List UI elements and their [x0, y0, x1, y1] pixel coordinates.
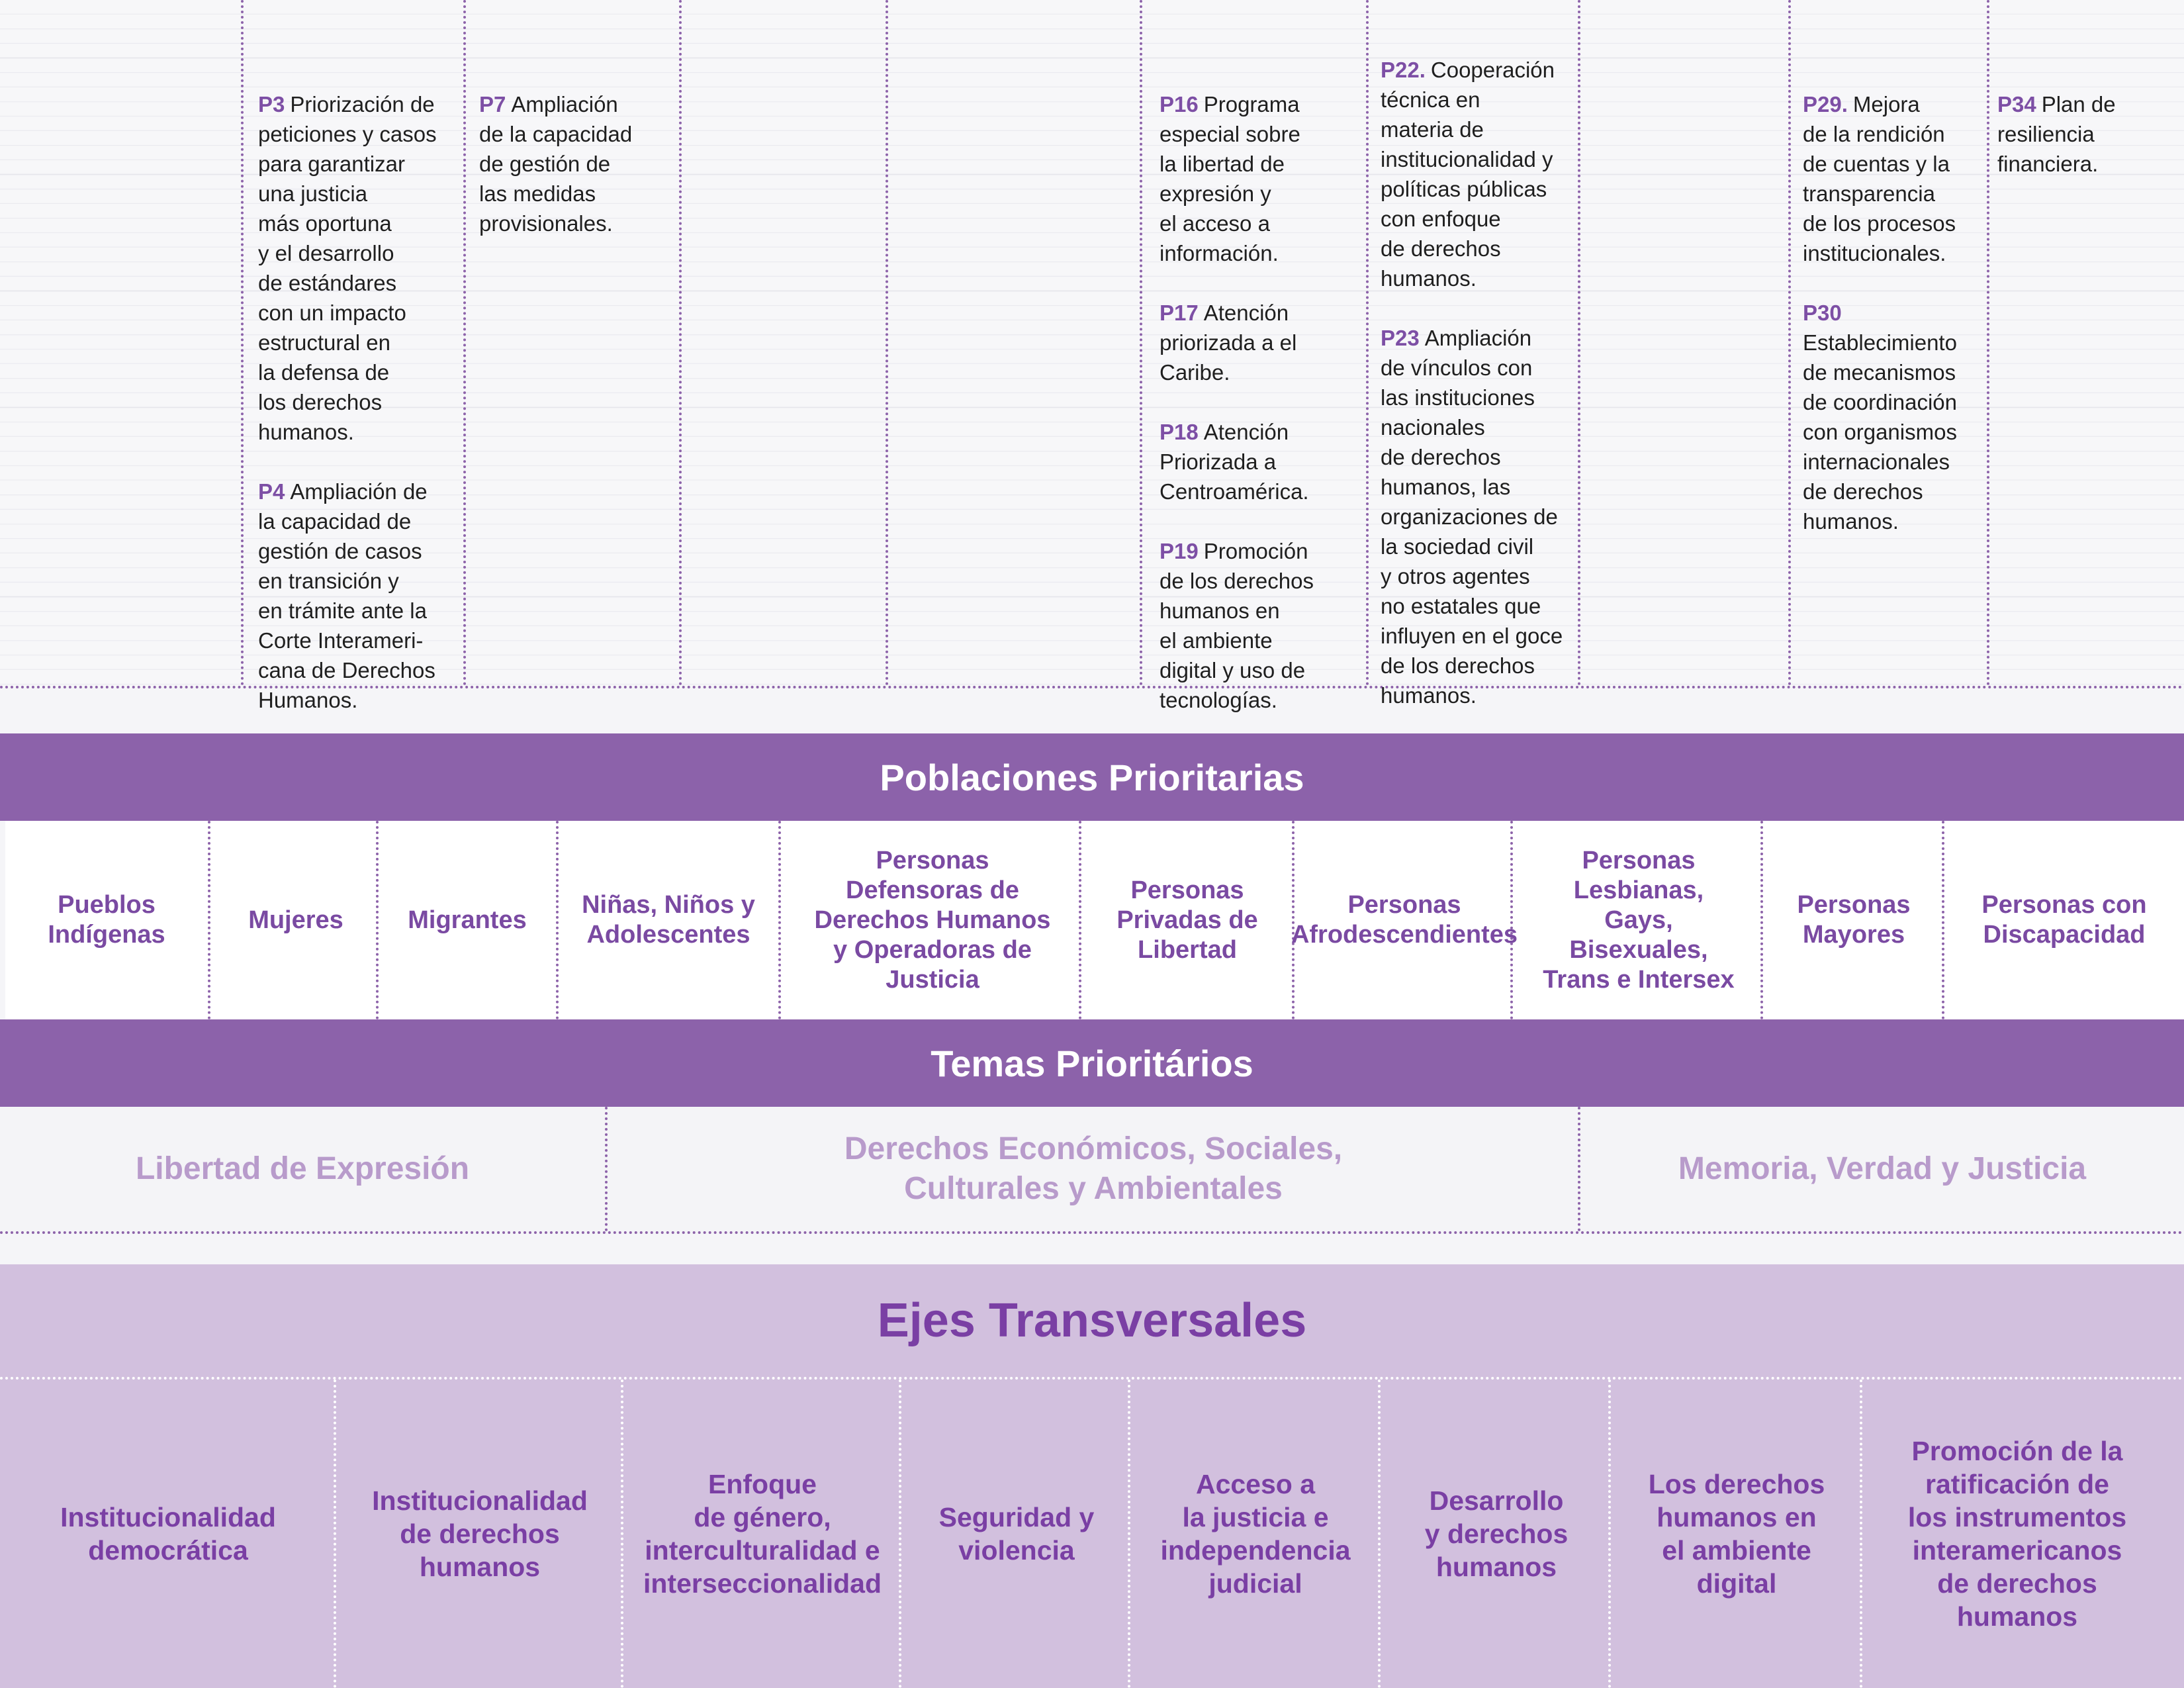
- populations-header: [0, 733, 2184, 821]
- column-divider: [1140, 0, 1142, 686]
- population-item: Personas Mayores: [1760, 821, 1944, 1019]
- column-divider: [463, 0, 466, 686]
- theme-item: Derechos Económicos, Sociales, Culturales y Ambientales: [605, 1107, 1579, 1231]
- column-divider: [1987, 0, 1989, 686]
- column-divider: [886, 0, 888, 686]
- program-text: Atención priorizada a el Caribe.: [1160, 301, 1297, 385]
- program-column-p7: [479, 60, 664, 268]
- transversal-axes: [0, 1264, 2184, 1688]
- program-column-p29: [1803, 60, 1985, 566]
- program-text: Cooperación técnica en materia de institucionalidad y políticas públicas con enfoque de derechos humanos.: [1381, 58, 1555, 291]
- program-code: P29.: [1803, 92, 1848, 117]
- population-item: Personas con Discapacidad: [1942, 821, 2184, 1019]
- axis-item: Desarrollo y derechos humanos: [1378, 1380, 1612, 1688]
- program-code: P22.: [1381, 58, 1426, 82]
- program-p34: [1997, 89, 2176, 179]
- axis-item: Los derechos humanos en el ambiente digital: [1608, 1380, 1862, 1688]
- population-item: Migrantes: [376, 821, 556, 1019]
- program-text: Promoción de los derechos humanos en el ambiente digital y uso de tecnologías.: [1160, 539, 1314, 712]
- program-code: P34: [1997, 92, 2036, 117]
- program-p29: [1803, 89, 1985, 268]
- program-p30: [1803, 298, 1985, 536]
- population-item: Niñas, Niños y Adolescentes: [556, 821, 778, 1019]
- themes-title: Temas Prioritários: [931, 1042, 1253, 1084]
- themes-header: [0, 1019, 2184, 1107]
- program-p18: [1160, 417, 1358, 506]
- program-code: P30: [1803, 301, 1842, 325]
- program-column-p22: [1381, 25, 1576, 740]
- program-code: P18: [1160, 420, 1199, 444]
- program-code: P17: [1160, 301, 1199, 325]
- program-text: Plan de resiliencia financiera.: [1997, 92, 2116, 176]
- program-text: Mejora de la rendición de cuentas y la transparencia de los procesos institucionales.: [1803, 92, 1956, 265]
- program-column-p34: [1997, 60, 2176, 209]
- program-p3: [258, 89, 457, 447]
- program-column-p3: [258, 60, 457, 745]
- population-item: Personas Lesbianas, Gays, Bisexuales, Trans e Intersex: [1510, 821, 1764, 1019]
- program-p7: [479, 89, 664, 238]
- column-divider: [1578, 0, 1580, 686]
- program-text: Ampliación de la capacidad de gestión de las medidas provisionales.: [479, 92, 633, 236]
- program-text: Ampliación de vínculos con las instituciones nacionales de derechos humanos, las organizaciones de la sociedad civil y otros agentes no estatales que influyen en el goce de los derechos humanos.: [1381, 326, 1563, 708]
- column-divider: [1366, 0, 1369, 686]
- program-text: Programa especial sobre la libertad de expresión y el acceso a información.: [1160, 92, 1300, 265]
- program-code: P4: [258, 479, 285, 504]
- populations-title: Poblaciones Prioritarias: [880, 756, 1304, 798]
- population-item: Mujeres: [208, 821, 381, 1019]
- program-text: Establecimiento de mecanismos de coordinación con organismos internacionales de derechos humanos.: [1803, 330, 1957, 534]
- population-item: Personas Afrodescendientes: [1292, 821, 1514, 1019]
- themes-row: [0, 1107, 2184, 1234]
- program-text: Priorización de peticiones y casos para garantizar una justicia más oportuna y el desarrollo de estándares con un impacto estructural en la defensa de los derechos humanos.: [258, 92, 437, 444]
- programs-area: [0, 0, 2184, 712]
- theme-item: Memoria, Verdad y Justicia: [1578, 1107, 2184, 1231]
- populations-row: [5, 821, 2184, 1019]
- program-text: Atención Priorizada a Centroamérica.: [1160, 420, 1309, 504]
- program-code: P23: [1381, 326, 1420, 350]
- axis-item: Institucionalidad democrática: [60, 1502, 276, 1566]
- population-item: Personas Privadas de Libertad: [1079, 821, 1293, 1019]
- program-code: P16: [1160, 92, 1199, 117]
- program-code: P7: [479, 92, 506, 117]
- axis-item: Acceso a la justicia e independencia judicial: [1128, 1380, 1381, 1688]
- theme-item: Libertad de Expresión: [135, 1151, 470, 1186]
- program-p22: [1381, 55, 1576, 293]
- axes-title: Ejes Transversales: [877, 1294, 1307, 1347]
- axis-item: Seguridad y violencia: [899, 1380, 1132, 1688]
- population-item: Personas Defensoras de Derechos Humanos y Operadoras de Justicia: [778, 821, 1084, 1019]
- program-p23: [1381, 323, 1576, 710]
- axis-item: Promoción de la ratificación de los instrumentos interamericanos de derechos humanos: [1860, 1380, 2172, 1688]
- column-divider: [679, 0, 682, 686]
- column-divider: [1788, 0, 1791, 686]
- column-divider: [241, 0, 244, 686]
- population-item: Pueblos Indígenas: [48, 891, 165, 949]
- axis-item: Enfoque de género, interculturalidad e interseccionalidad: [621, 1380, 901, 1688]
- program-code: P19: [1160, 539, 1199, 563]
- program-text: Ampliación de la capacidad de gestión de casos en transición y en trámite ante la Corte Interameri- cana de Derechos Humanos.: [258, 479, 435, 712]
- program-p4: [258, 477, 457, 715]
- program-code: P3: [258, 92, 285, 117]
- axis-item: Institucionalidad de derechos humanos: [334, 1380, 623, 1688]
- program-p17: [1160, 298, 1358, 387]
- program-column-p16: [1160, 60, 1358, 745]
- program-p19: [1160, 536, 1358, 715]
- program-p16: [1160, 89, 1358, 268]
